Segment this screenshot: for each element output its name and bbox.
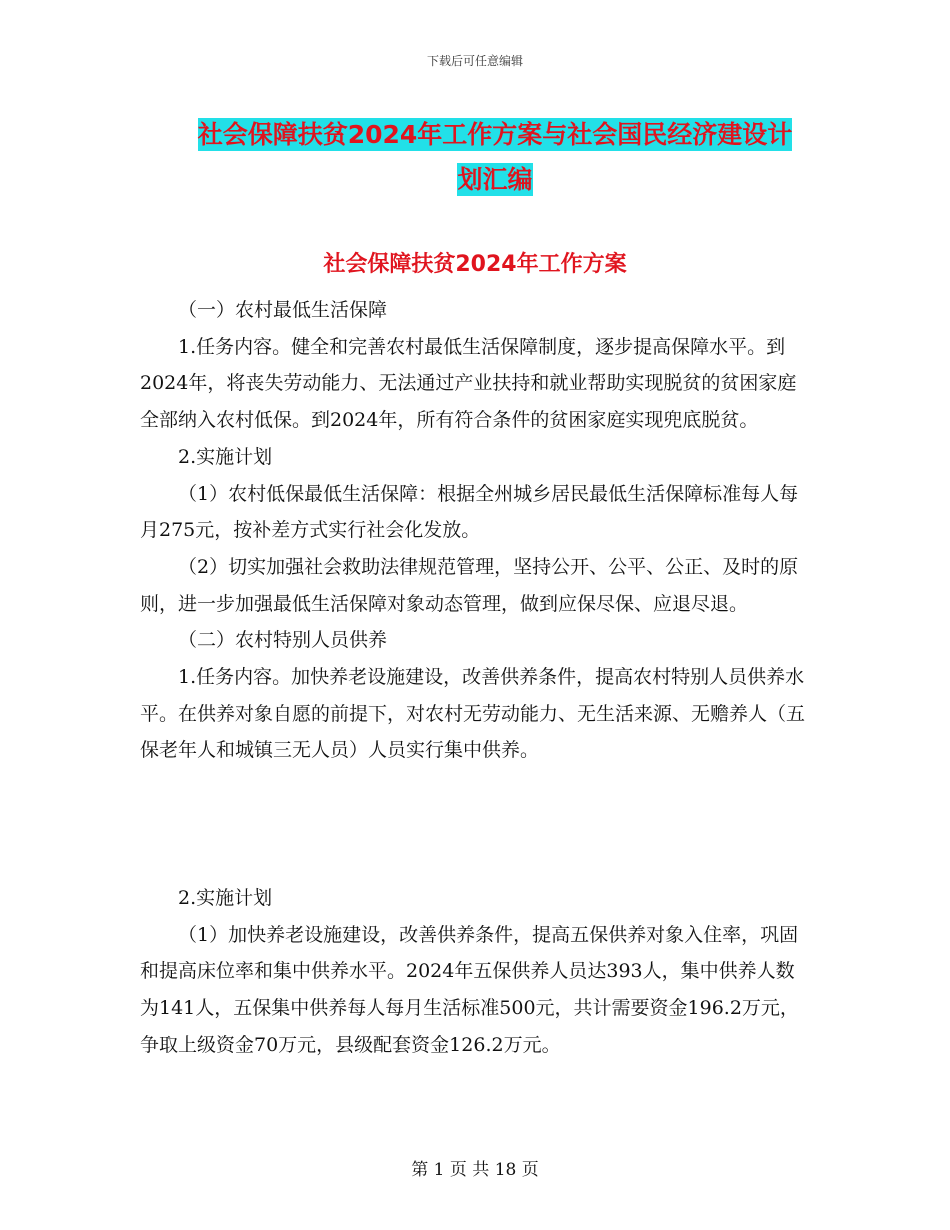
page-header-note: 下载后可任意编辑 xyxy=(426,54,523,68)
paragraph: 1.任务内容。加快养老设施建设，改善供养条件，提高农村特别人员供养水平。在供养对象自愿的前提下，对农村无劳动能力、无生活来源、无赡养人（五保老年人和城镇三无人员）人员实行集中供养。 xyxy=(140,666,806,762)
paragraph: 1.任务内容。健全和完善农村最低生活保障制度，逐步提高保障水平。到2024年，将丧失劳动能力、无法通过产业扶持和就业帮助实现脱贫的贫困家庭全部纳入农村低保。到2024年，所有符合条件的贫困家庭实现兜底脱贫。 xyxy=(140,335,797,432)
paragraph-heading-2: （二）农村特别人员供养 xyxy=(178,629,388,652)
page-number: 第 1 页 共 18 页 xyxy=(411,1160,539,1180)
paragraph-heading-1: （一）农村最低生活保障 xyxy=(178,299,388,321)
document-body-part-1 xyxy=(140,292,810,769)
paragraph-subheading: 2.实施计划 xyxy=(178,887,273,909)
document-body-part-2 xyxy=(140,880,810,1064)
document-title xyxy=(150,112,840,202)
section-title: 社会保障扶贫2024年工作方案 xyxy=(323,252,627,277)
document-title-line-1: 社会保障扶贫2024年工作方案与社会国民经济建设计 xyxy=(197,120,793,149)
paragraph: （2）切实加强社会救助法律规范管理，坚持公开、公平、公正、及时的原则，进一步加强最低生活保障对象动态管理，做到应保尽保、应退尽退。 xyxy=(140,555,799,615)
paragraph-subheading: 2.实施计划 xyxy=(178,445,273,468)
document-title-line-2: 划汇编 xyxy=(457,165,533,194)
paragraph: （1）农村低保最低生活保障：根据全州城乡居民最低生活保障标准每人每月275元，按补差方式实行社会化发放。 xyxy=(140,482,799,542)
paragraph: （1）加快养老设施建设，改善供养条件，提高五保供养对象入住率，巩固和提高床位率和集中供养水平。2024年五保供养人员达393人，集中供养人数为141人，五保集中供养每人每月生活标准500元，共计需要资金196.2万元，争取上级资金70万元，县级配套资金126.2万元。 xyxy=(140,923,799,1056)
